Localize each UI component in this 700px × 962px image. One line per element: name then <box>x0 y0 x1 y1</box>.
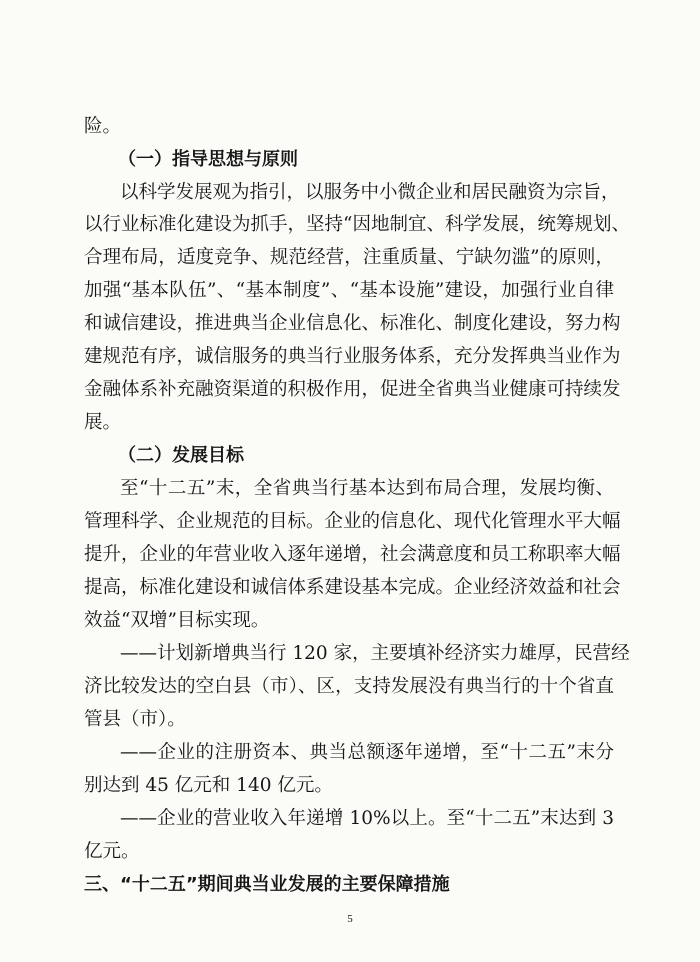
text-line: 加强“基本队伍”、“基本制度”、“基本设施”建设，加强行业自律 <box>84 280 614 301</box>
text-line: ——企业的营业收入年递增 10%以上。至“十二五”末达到 3 <box>120 808 614 829</box>
text-line: 管县（市）。 <box>84 709 186 730</box>
page-number: 5 <box>347 913 353 925</box>
text-line: 提升，企业的年营业收入逐年递增，社会满意度和员工称职率大幅 <box>84 544 621 565</box>
text-line: 展。 <box>84 412 122 433</box>
text-line: 效益“双增”目标实现。 <box>84 610 270 631</box>
text-line: 管理科学、企业规范的目标。企业的信息化、现代化管理水平大幅 <box>84 511 621 532</box>
text-line: 济比较发达的空白县（市）、区，支持发展没有典当行的十个省直 <box>84 676 614 697</box>
text-line: 险。 <box>84 116 122 137</box>
text-line: ——企业的注册资本、典当总额逐年递增，至“十二五”末分 <box>120 742 614 763</box>
text-line: 以行业标准化建设为抓手，坚持“因地制宜、科学发展，统筹规划、 <box>84 214 630 235</box>
section-heading: （二）发展目标 <box>118 445 244 466</box>
text-line: 别达到 45 亿元和 140 亿元。 <box>84 775 333 796</box>
text-line: ——计划新增典当行 120 家，主要填补经济实力雄厚，民营经 <box>120 643 630 664</box>
text-line: 建规范有序，诚信服务的典当行业服务体系，充分发挥典当业作为 <box>84 346 621 367</box>
section-heading: （一）指导思想与原则 <box>118 149 298 170</box>
chapter-heading: 三、“十二五”期间典当业发展的主要保障措施 <box>84 874 450 895</box>
text-line: 合理布局，适度竞争、规范经营，注重质量、宁缺勿滥”的原则， <box>84 247 614 268</box>
text-line: 至“十二五”末，全省典当行基本达到布局合理，发展均衡、 <box>120 478 614 499</box>
text-line: 亿元。 <box>84 841 140 862</box>
text-line: 以科学发展观为指引，以服务中小微企业和居民融资为宗旨， <box>120 182 620 203</box>
text-line: 提高，标准化建设和诚信体系建设基本完成。企业经济效益和社会 <box>84 577 621 598</box>
text-line: 和诚信建设，推进典当企业信息化、标准化、制度化建设，努力构 <box>84 313 621 334</box>
text-line: 金融体系补充融资渠道的积极作用，促进全省典当业健康可持续发 <box>84 379 621 400</box>
